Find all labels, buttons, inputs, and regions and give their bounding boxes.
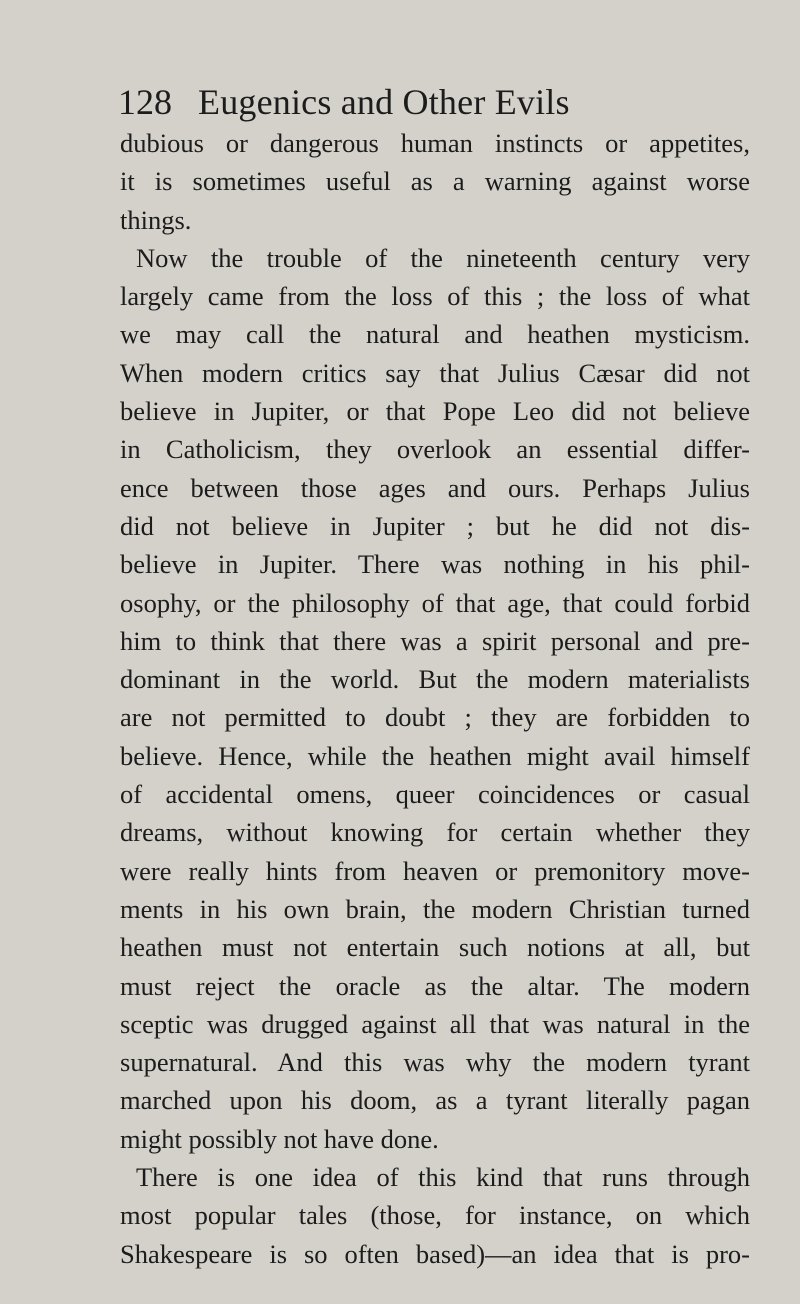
- running-head: [118, 74, 738, 130]
- running-head-title: Eugenics and Other Evils: [198, 82, 570, 122]
- text-line: dominant in the world. But the modern materialists: [120, 664, 750, 695]
- text-line: in Catholicism, they overlook an essential differ-: [120, 434, 750, 465]
- text-line: dreams, without knowing for certain whether they: [120, 817, 750, 848]
- paragraph-2: [120, 239, 750, 1158]
- text-line: believe. Hence, while the heathen might avail himself: [120, 740, 750, 771]
- text-line: things.: [120, 204, 192, 235]
- text-line: When modern critics say that Julius Cæsar did not: [120, 357, 750, 388]
- text-line: it is sometimes useful as a warning against worse: [120, 166, 750, 197]
- text-line: ments in his own brain, the modern Christian turned: [120, 893, 750, 924]
- text-line: believe in Jupiter, or that Pope Leo did not believe: [120, 396, 750, 427]
- text-line: him to think that there was a spirit personal and pre-: [120, 625, 750, 656]
- text-line: of accidental omens, queer coincidences or casual: [120, 779, 750, 810]
- text-line: might possibly not have done.: [120, 1123, 439, 1154]
- paragraph-1: [120, 124, 750, 239]
- text-line: did not believe in Jupiter ; but he did not dis-: [120, 510, 750, 541]
- text-line: largely came from the loss of this ; the loss of what: [120, 281, 750, 312]
- text-line: There is one idea of this kind that runs through: [136, 1162, 750, 1193]
- body-text: [120, 124, 750, 1273]
- text-line: sceptic was drugged against all that was natural in the: [120, 1008, 750, 1039]
- text-line: we may call the natural and heathen mysticism.: [120, 319, 750, 350]
- text-line: must reject the oracle as the altar. The modern: [120, 970, 750, 1001]
- text-line: believe in Jupiter. There was nothing in his phil-: [120, 549, 750, 580]
- text-line: osophy, or the philosophy of that age, that could forbid: [120, 587, 750, 618]
- text-line: ence between those ages and ours. Perhaps Julius: [120, 472, 750, 503]
- text-line: dubious or dangerous human instincts or appetites,: [120, 128, 750, 158]
- text-line: marched upon his doom, as a tyrant literally pagan: [120, 1085, 750, 1116]
- text-line: were really hints from heaven or premonitory move-: [120, 855, 750, 886]
- text-line-underlined: are not permitted to doubt ; they are forbidden to: [120, 702, 750, 733]
- text-line: supernatural. And this was why the modern tyrant: [120, 1047, 750, 1078]
- text-line: Shakespeare is so often based)—an idea that is pro-: [120, 1238, 750, 1269]
- paragraph-3: [120, 1158, 750, 1273]
- text-line: most popular tales (those, for instance, on which: [120, 1200, 750, 1231]
- text-line: heathen must not entertain such notions at all, but: [120, 932, 750, 963]
- page-number: 128: [118, 82, 172, 122]
- text-line: Now the trouble of the nineteenth century very: [136, 242, 750, 273]
